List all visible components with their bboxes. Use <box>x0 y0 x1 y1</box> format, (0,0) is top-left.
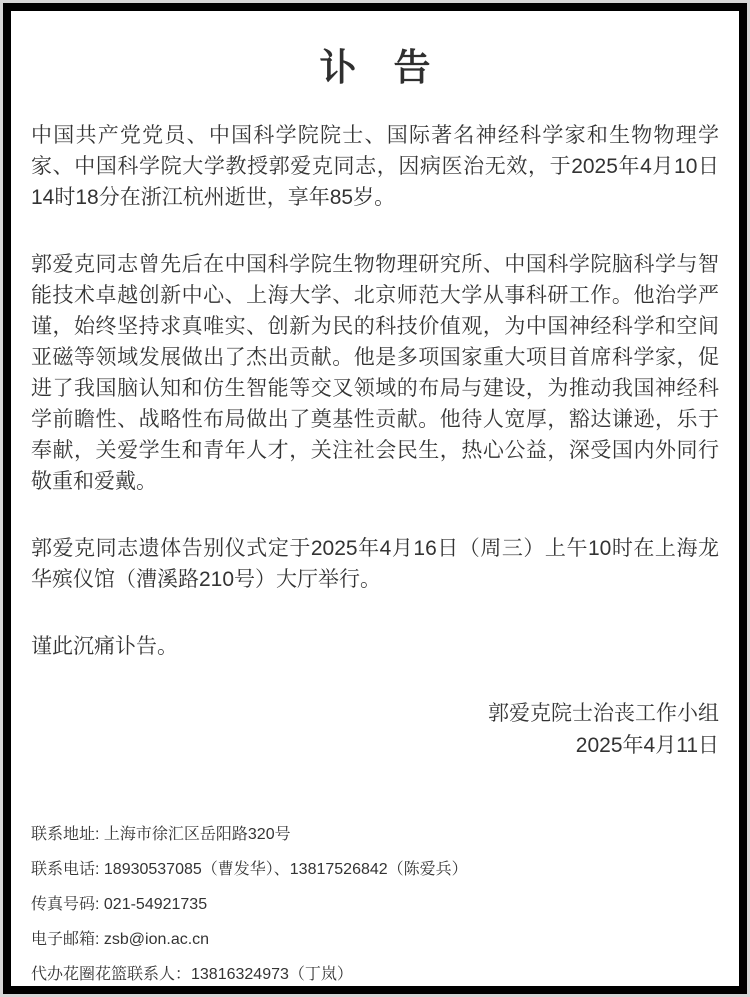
notice-body <box>31 120 719 662</box>
signature-block <box>31 698 719 762</box>
contact-email: 电子邮箱: zsb@ion.ac.cn <box>31 931 210 948</box>
signature-date: 2025年4月11日 <box>575 734 719 757</box>
contact-wreath-person: 代办花圈花篮联系人：13816324973（丁岚） <box>31 966 353 983</box>
notice-paragraph-farewell-ceremony: 郭爱克同志遗体告别仪式定于2025年4月16日（周三）上午10时在上海龙华殡仪馆（漕溪路210号）大厅举行。 <box>31 537 719 591</box>
notice-title: 讣 告 <box>319 47 431 88</box>
notice-paragraph-closing: 谨此沉痛讣告。 <box>31 635 178 658</box>
signature-group: 郭爱克院士治丧工作小组 <box>488 702 719 725</box>
contact-info <box>31 817 719 992</box>
notice-page <box>3 3 747 994</box>
notice-paragraph-death-announcement: 中国共产党党员、中国科学院院士、国际著名神经科学家和生物物理学家、中国科学院大学教授郭爱克同志，因病医治无效，于2025年4月10日14时18分在浙江杭州逝世，享年85岁。 <box>31 124 719 209</box>
contact-phone: 联系电话: 18930537085（曹发华）、13817526842（陈爱兵） <box>31 861 468 878</box>
contact-fax: 传真号码: 021-54921735 <box>31 896 208 913</box>
notice-paragraph-biography: 郭爱克同志曾先后在中国科学院生物物理研究所、中国科学院脑科学与智能技术卓越创新中心、上海大学、北京师范大学从事科研工作。他治学严谨，始终坚持求真唯实、创新为民的科技价值观，为中国神经科学和空间亚磁等领域发展做出了杰出贡献。他是多项国家重大项目首席科学家，促进了我国脑认知和仿生智能等交叉领域的布局与建设，为推动我国神经科学前瞻性、战略性布局做出了奠基性贡献。他待人宽厚，豁达谦逊，乐于奉献，关爱学生和青年人才，关注社会民生，热心公益，深受国内外同行敬重和爱戴。 <box>31 253 719 493</box>
contact-address: 联系地址: 上海市徐汇区岳阳路320号 <box>31 826 291 843</box>
